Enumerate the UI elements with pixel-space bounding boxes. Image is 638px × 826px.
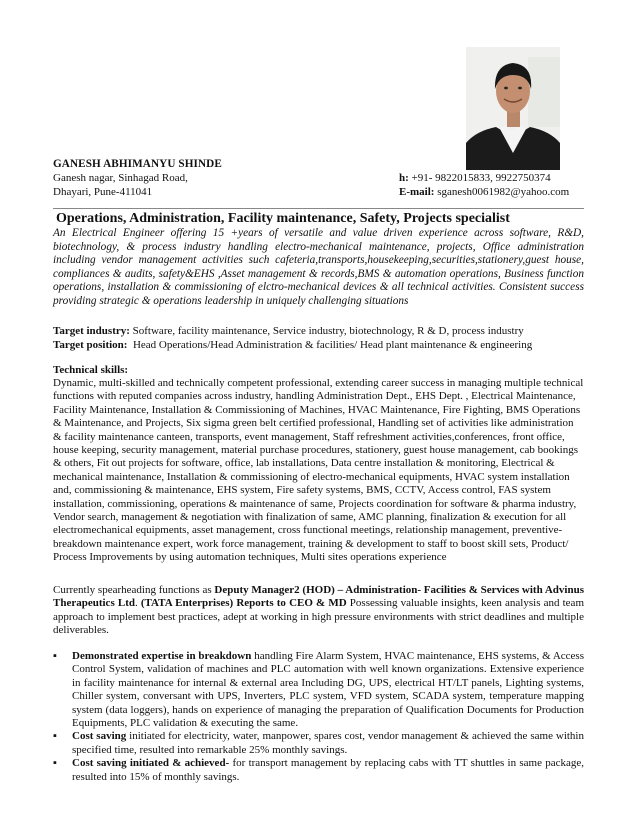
achievements-list xyxy=(53,650,584,784)
candidate-name: GANESH ABHIMANYU SHINDE xyxy=(53,158,222,170)
profile-summary: An Electrical Engineer offering 15 +years of versatile and value driven experience across software, R&D, biotechnology, & process industry handling electro-mechanical maintenance, projects, Office administration including vendor management activities such cafeteria,transports,housekeeping,securities,stationery,guest house, compliances & audits, safety&EHS ,Asset management & records,BMS & automation operations, Business function operations, installation & commissioning of elctro-mechanical devices & all technical activities. Consistent success providing strategic & operations leadership in uniquely challenging situations xyxy=(53,227,584,307)
target-industry xyxy=(53,325,584,338)
target-industry-value: Software, facility maintenance, Service industry, biotechnology, R & D, process industry xyxy=(129,325,524,337)
header-divider xyxy=(53,208,584,209)
list-item xyxy=(53,757,584,784)
address-line-2: Dhayari, Pune-411041 xyxy=(53,186,153,198)
current-role-title: Deputy Manager2 (HOD) – Administration- Facilities & Services with Advinus Therapeutics Ltd xyxy=(53,584,584,610)
technical-skills-heading: Technical skills: xyxy=(53,364,129,376)
current-role-description: Possessing valuable insights, keen analysis and team approach to implement best practices, adept at working in high pressure environments with strict deadlines and multiple deliverables. xyxy=(53,597,585,637)
list-item-text: handling Fire Alarm System, HVAC maintenance, EHS systems, & Access Control System, validation of machines and PLC automation with well known organizations. Extensive experience in facility maintenance for internal & external area Including DG, UPS, electrical HT/LT panels, Lighting systems, Chiller system, conversant with UPS, Inverters, PLC system, VFD system, SCADA system, temperature mapping system (data loggers), hands on experience of managing the preparation of Qualification Documents for Production Equipments, PLC validation & executing the same. xyxy=(72,650,584,730)
target-position xyxy=(53,339,584,352)
address-line-1: Ganesh nagar, Sinhagad Road, xyxy=(53,172,188,184)
technical-skills-text: Dynamic, multi-skilled and technically competent professional, extending career success in managing multiple technical functions with reputed companies across industry, handling Administration Dept., EHS Dept. , Electrical Maintenance, Facility Maintenance, Installation & Commissioning of Machines, HVAC Maintenance, Fire Fighting, BMS Operations & Maintenance, and Projects, Six sigma green belt certified professional, Handling set of activities like administration & facility maintenance canteen, transports, event management, Staff refreshment activities,conferences, front office, house keeping, security management, material purchase procedures, stationery, guest house management, cab bookings & others, Fit out projects for software, office, lab installations, Data centre installation & monitoring, Electrical & mechanical maintenance, Installation & commissioning of electro-mechanical equipments, HVAC system installation and, commissioning & maintenance, EHS system, Fire safety systems, BMS, CCTV, Access control, FAS system installation, commissioning, operations & maintenance of same, Projects coordination for software & pharma industry, Vendor search, management & negotiation with finalization of same, AMC planning, finalization & execution for all electromechanical equipments, asset management, cross functional meetings, relationship management, preventive-breakdown maintenance expert, work force management, training & development to staff to boost skill sets, Product/ Process Improvements by using automation techniques, Multi sites operations experience xyxy=(53,377,584,564)
list-item-text: for transport management by replacing cabs with TT shuttles in same package, resulted into 15% of monthly savings. xyxy=(72,757,584,783)
target-industry-label: Target industry: xyxy=(53,325,130,337)
bullet-marker: ▪ xyxy=(53,650,57,662)
target-position-label: Target position: xyxy=(53,339,128,351)
list-item-highlight: Cost saving xyxy=(72,730,127,743)
email-label: E-mail: xyxy=(399,186,435,198)
list-item-highlight: Cost saving initiated & achieved- xyxy=(72,757,230,770)
list-item-highlight: Demonstrated expertise in breakdown xyxy=(72,650,252,662)
target-position-value: Head Operations/Head Administration & facilities/ Head plant maintenance & engineering xyxy=(127,339,533,351)
current-role-separator: . xyxy=(134,597,141,610)
bullet-marker: ▪ xyxy=(53,757,57,770)
current-role-paragraph xyxy=(53,584,584,638)
list-item xyxy=(53,650,584,730)
current-role-intro: Currently spearheading functions as xyxy=(53,584,215,596)
list-item-text: initiated for electricity, water, manpower, spares cost, vendor management & achieved the same within specified time, resulted into remarkable 25% monthly savings. xyxy=(72,730,584,756)
phone-label: h: xyxy=(399,172,409,184)
phone-value: +91- 9822015833, 9922750374 xyxy=(411,172,551,184)
bullet-marker: ▪ xyxy=(53,730,57,743)
profile-headline: Operations, Administration, Facility maintenance, Safety, Projects specialist xyxy=(56,211,510,226)
current-role-group: (TATA Enterprises) Reports to CEO & MD xyxy=(140,597,347,610)
phone-line xyxy=(399,172,551,184)
email-line xyxy=(399,186,569,198)
list-item xyxy=(53,730,584,757)
profile-photo xyxy=(466,47,560,170)
email-value[interactable]: sganesh0061982@yahoo.com xyxy=(437,186,570,198)
profile-photo-illustration xyxy=(466,47,560,170)
